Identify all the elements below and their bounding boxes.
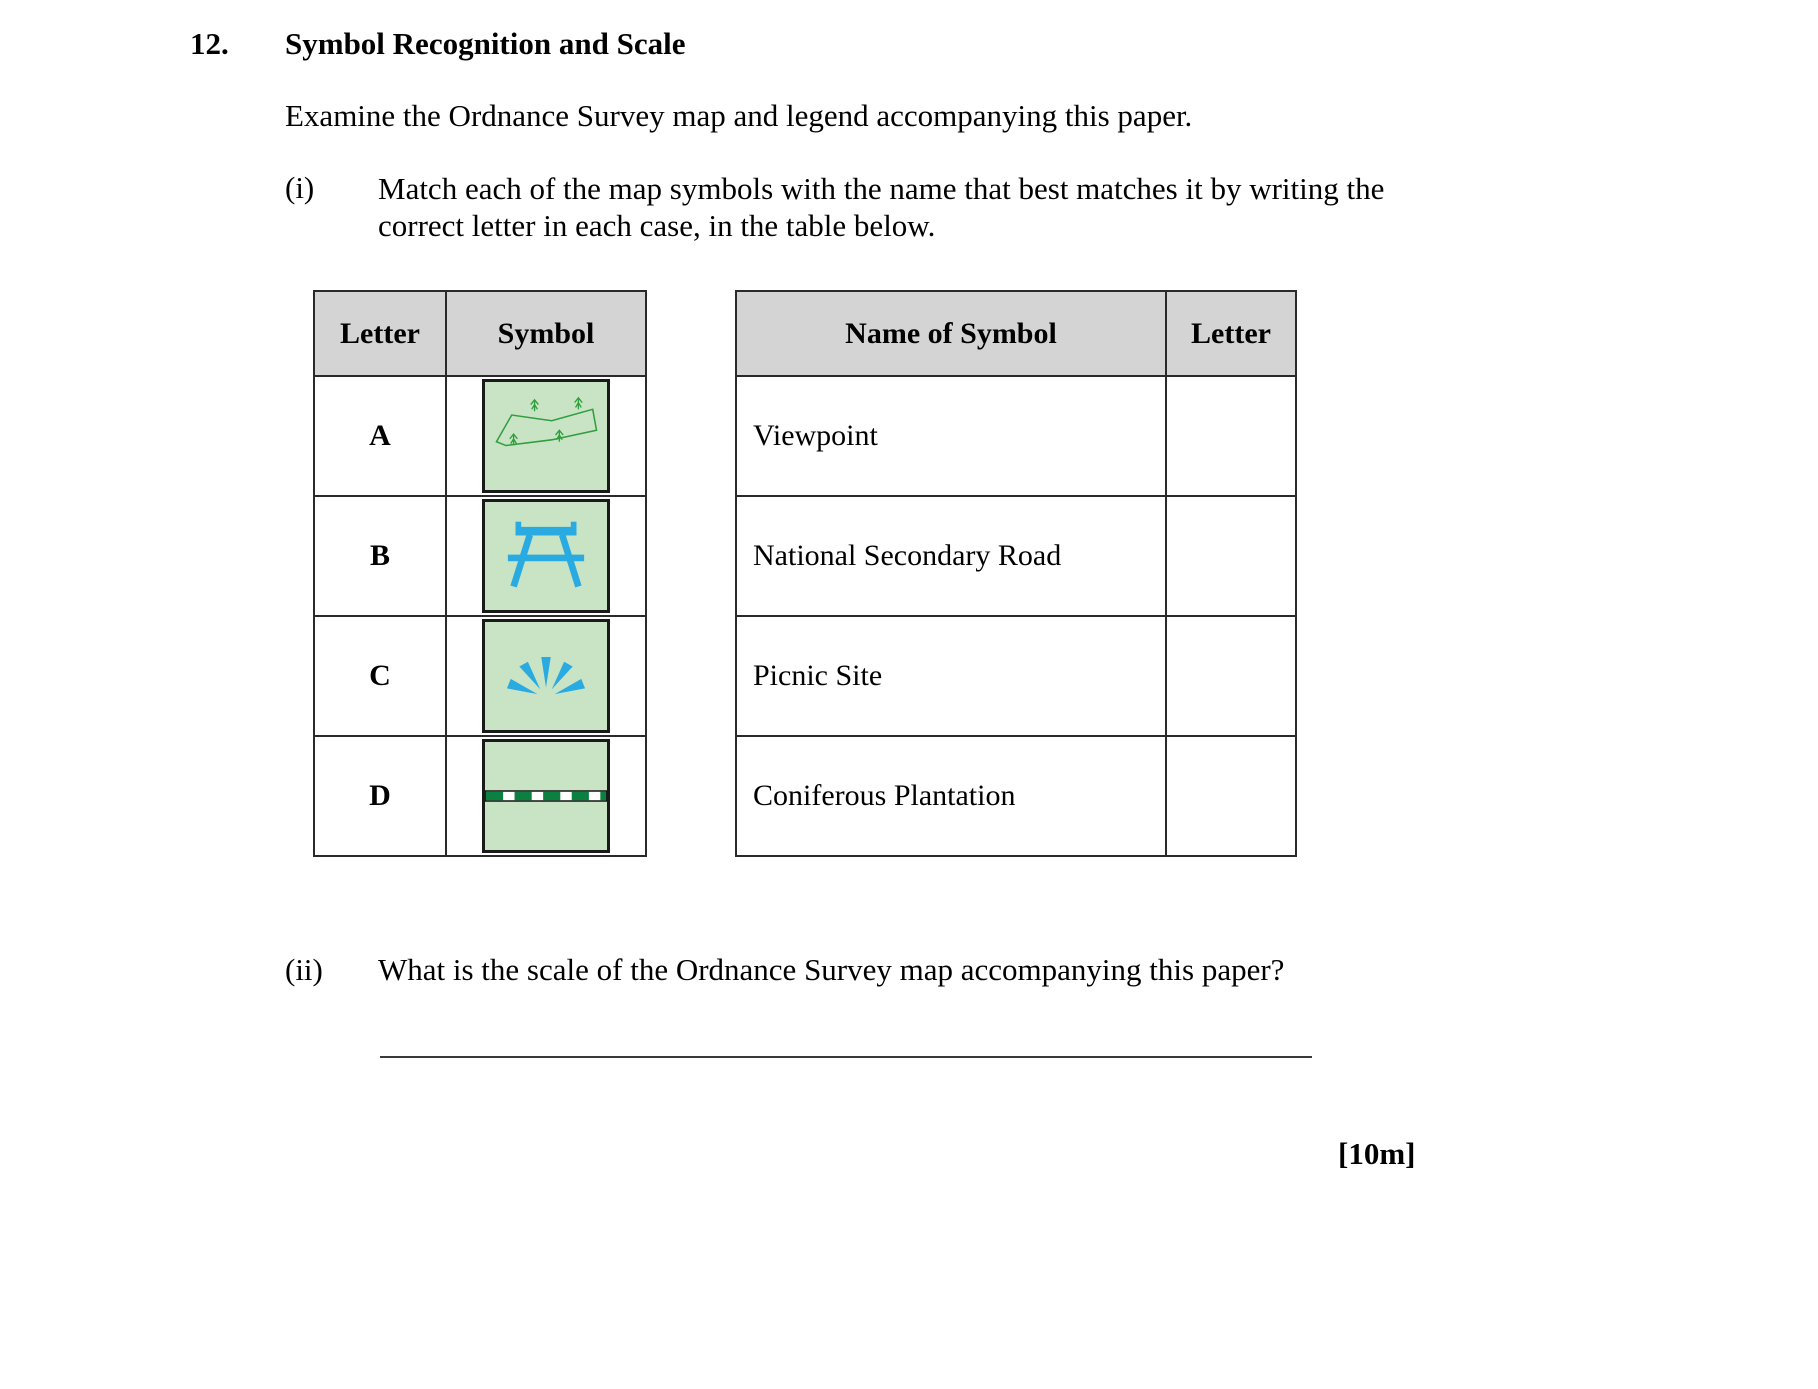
symbol-letter-b: B bbox=[314, 496, 446, 616]
table-row bbox=[736, 496, 1296, 616]
question-number: 12. bbox=[190, 26, 229, 61]
table-row bbox=[314, 616, 646, 736]
symbol-name-viewpoint: Viewpoint bbox=[736, 376, 1166, 496]
table-row bbox=[736, 616, 1296, 736]
table-row bbox=[314, 376, 646, 496]
symbol-name-national-secondary-road: National Secondary Road bbox=[736, 496, 1166, 616]
part-ii-text: What is the scale of the Ordnance Survey map accompanying this paper? bbox=[378, 952, 1285, 987]
table-row bbox=[736, 736, 1296, 856]
symbol-letter-d: D bbox=[314, 736, 446, 856]
answer-letter-cell bbox=[1166, 376, 1296, 496]
picnic-table-icon bbox=[482, 499, 610, 613]
symbol-cell-c bbox=[446, 616, 646, 736]
symbol-table bbox=[313, 290, 647, 857]
table-row bbox=[314, 736, 646, 856]
answer-letter-cell bbox=[1166, 616, 1296, 736]
name-table-header-row bbox=[736, 291, 1296, 376]
symbol-table-header-letter: Letter bbox=[314, 291, 446, 376]
symbol-cell-d bbox=[446, 736, 646, 856]
plantation-boundary-icon bbox=[482, 379, 610, 493]
part-ii-label: (ii) bbox=[285, 952, 323, 987]
name-table-header-name: Name of Symbol bbox=[736, 291, 1166, 376]
symbol-letter-c: C bbox=[314, 616, 446, 736]
symbol-name-picnic-site: Picnic Site bbox=[736, 616, 1166, 736]
marks-label: [10m] bbox=[1338, 1136, 1416, 1171]
viewpoint-rays-icon bbox=[482, 619, 610, 733]
dashed-road-icon bbox=[482, 739, 610, 853]
symbol-cell-b bbox=[446, 496, 646, 616]
symbol-table-header-row bbox=[314, 291, 646, 376]
answer-letter-cell bbox=[1166, 736, 1296, 856]
part-i-label: (i) bbox=[285, 170, 315, 205]
symbol-name-coniferous-plantation: Coniferous Plantation bbox=[736, 736, 1166, 856]
table-row bbox=[314, 496, 646, 616]
symbol-letter-a: A bbox=[314, 376, 446, 496]
symbol-cell-a bbox=[446, 376, 646, 496]
answer-letter-cell bbox=[1166, 496, 1296, 616]
symbol-table-header-symbol: Symbol bbox=[446, 291, 646, 376]
question-title: Symbol Recognition and Scale bbox=[285, 26, 686, 61]
answer-blank-line bbox=[380, 1018, 1312, 1058]
table-row bbox=[736, 376, 1296, 496]
part-i-text: Match each of the map symbols with the name that best matches it by writing the correct letter in each case, in the table below. bbox=[378, 171, 1385, 243]
name-table bbox=[735, 290, 1297, 857]
intro-text: Examine the Ordnance Survey map and legend accompanying this paper. bbox=[285, 98, 1193, 133]
name-table-header-letter: Letter bbox=[1166, 291, 1296, 376]
